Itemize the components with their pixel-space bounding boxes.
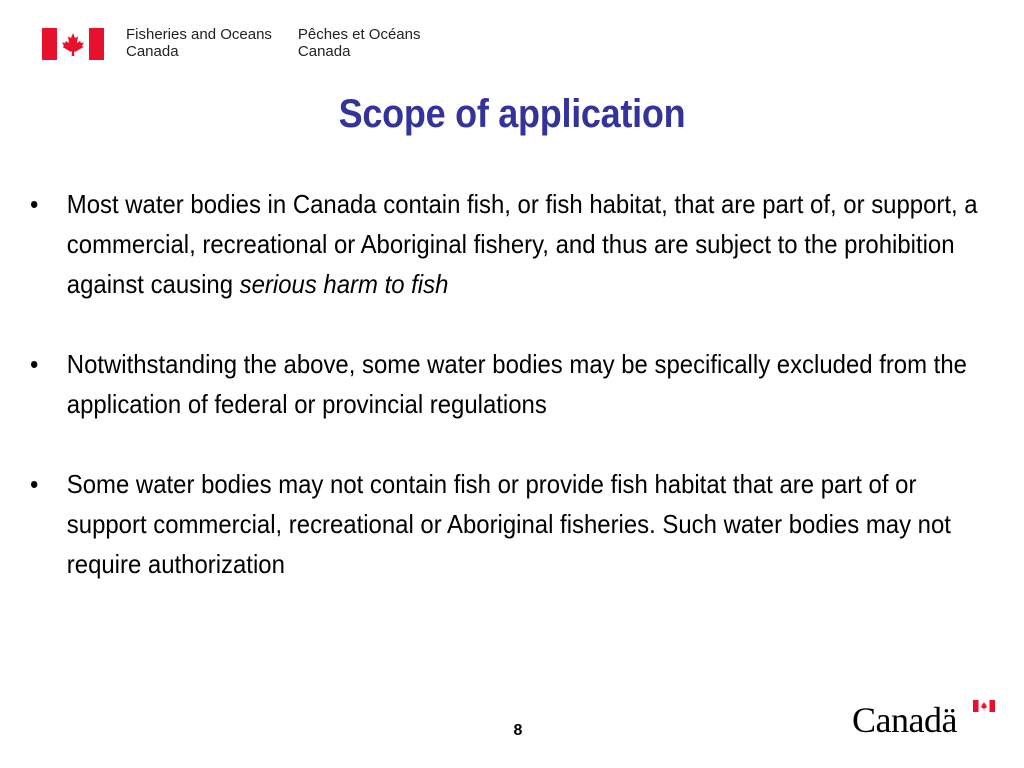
department-fr-line1: Pêches et Océans xyxy=(297,26,421,43)
department-en-line2: Canada xyxy=(126,43,179,60)
slide-title: Scope of application xyxy=(338,92,686,136)
canada-wordmark xyxy=(852,700,997,740)
department-en-line1: Fisheries and Oceans xyxy=(126,26,272,43)
bullet-text: Most water bodies in Canada contain fish, or fish habitat, that are part of, or support, a commercial, recreational or Aboriginal fishery, and thus are subject to the prohibition against causing xyxy=(66,189,978,299)
bullet-item xyxy=(30,184,987,304)
bullet-emphasis: serious harm to fish xyxy=(239,269,449,299)
bullet-list xyxy=(30,184,990,624)
bullet-text: Some water bodies may not contain fish or provide fish habitat that are part of or support commercial, recreational or Aboriginal fisheries. Such water bodies may not require authorization xyxy=(66,469,951,579)
department-name-english xyxy=(126,26,272,60)
fip-header xyxy=(42,26,420,62)
canada-flag-icon xyxy=(42,28,104,60)
page-number: 8 xyxy=(513,722,523,739)
department-name-french xyxy=(298,26,421,60)
bullet-symbol: • xyxy=(30,189,39,219)
bullet-item xyxy=(30,344,987,424)
bullet-item xyxy=(30,464,987,584)
bullet-symbol: • xyxy=(30,349,39,379)
wordmark-text: Canadä xyxy=(852,700,957,740)
canada-flag-icon xyxy=(973,700,995,712)
bullet-text: Notwithstanding the above, some water bodies may be specifically excluded from the application of federal or provincial regulations xyxy=(66,349,967,419)
department-fr-line2: Canada xyxy=(297,43,351,60)
bullet-symbol: • xyxy=(30,469,39,499)
